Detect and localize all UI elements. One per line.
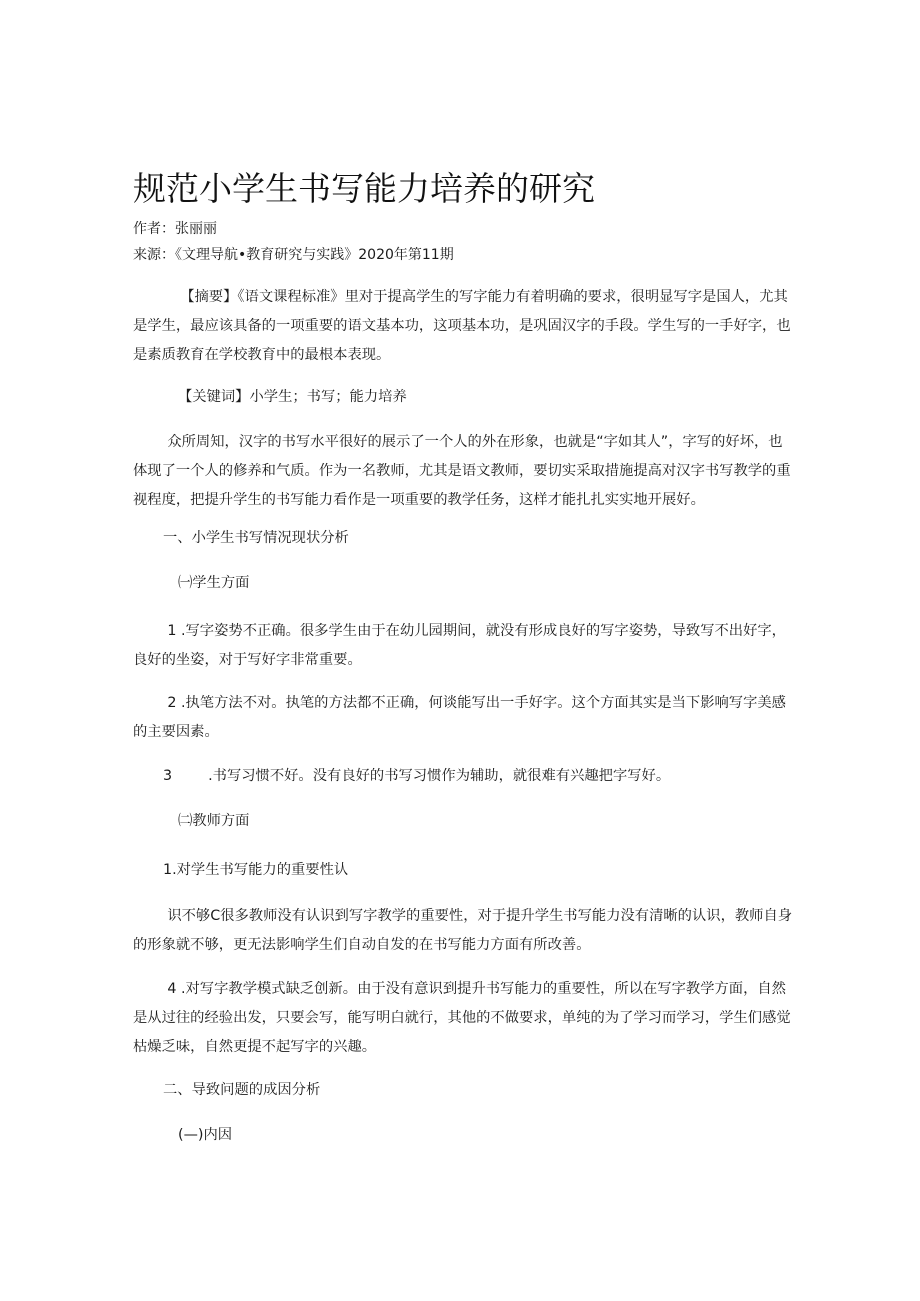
abstract-paragraph: 【摘要】《语文课程标准》里对于提高学生的写字能力有着明确的要求，很明显写字是国人，尤其是学生，最应该具备的一项重要的语文基本功，这项基本功，是巩固汉字的手段。学生写的一手好字，也是素质教育在学校教育中的最根本表现。 [133,289,791,363]
subsection-heading-teachers: ㈡教师方面 [178,813,250,829]
list-item-1 [133,617,793,675]
list-item-5 [133,975,793,1062]
list-item-3 [163,762,670,791]
list-item-2 [133,689,793,747]
list-item-4-heading: 1.对学生书写能力的重要性认 [163,862,349,878]
article-title: 规范小学生书写能力培养的研究 [133,169,595,208]
section-heading-1: 一、小学生书写情况现状分析 [163,530,349,546]
list-item-2-number: 2 [167,695,177,711]
list-item-1-text: .写字姿势不正确。很多学生由于在幼儿园期间，就没有形成良好的写字姿势，导致写不出好字，良好的坐姿，对于写好字非常重要。 [133,623,786,668]
list-item-5-text: .对写字教学模式缺乏创新。由于没有意识到提升书写能力的重要性，所以在写字教学方面，自然是从过往的经验出发，只要会写，能写明白就行，其他的不做要求，单纯的为了学习而学习，学生们感觉枯燥乏味，自然更提不起写字的兴趣。 [133,981,791,1055]
source-line: 来源：《文理导航•教育研究与实践》2020年第11期 [133,247,454,263]
list-item-4-continued: 识不够C很多教师没有认识到写字教学的重要性，对于提升学生书写能力没有清晰的认识，教师自身的形象就不够，更无法影响学生们自动自发的在书写能力方面有所改善。 [133,908,793,953]
subsection-heading-students: ㈠学生方面 [178,575,250,591]
list-item-3-number: 3 [163,768,173,784]
list-item-5-number: 4 [167,981,177,997]
section-heading-2: 二、导致问题的成因分析 [163,1082,321,1098]
list-item-3-text: .书写习惯不好。没有良好的书写习惯作为辅助，就很难有兴趣把字写好。 [208,768,671,784]
keywords-line: 【关键词】小学生；书写；能力培养 [178,389,407,405]
author-line: 作者：张丽丽 [133,221,217,237]
list-item-2-text: .执笔方法不对。执笔的方法都不正确，何谈能写出一手好字。这个方面其实是当下影响写字美感的主要因素。 [133,695,786,740]
subsection-heading-internal: (—)内因 [178,1127,233,1143]
intro-paragraph: 众所周知，汉字的书写水平很好的展示了一个人的外在形象，也就是“字如其人”，字写的好坏，也体现了一个人的修养和气质。作为一名教师，尤其是语文教师，要切实采取措施提高对汉字书写教学的重视程度，把提升学生的书写能力看作是一项重要的教学任务，这样才能扎扎实实地开展好。 [133,434,791,508]
list-item-1-number: 1 [167,623,177,639]
